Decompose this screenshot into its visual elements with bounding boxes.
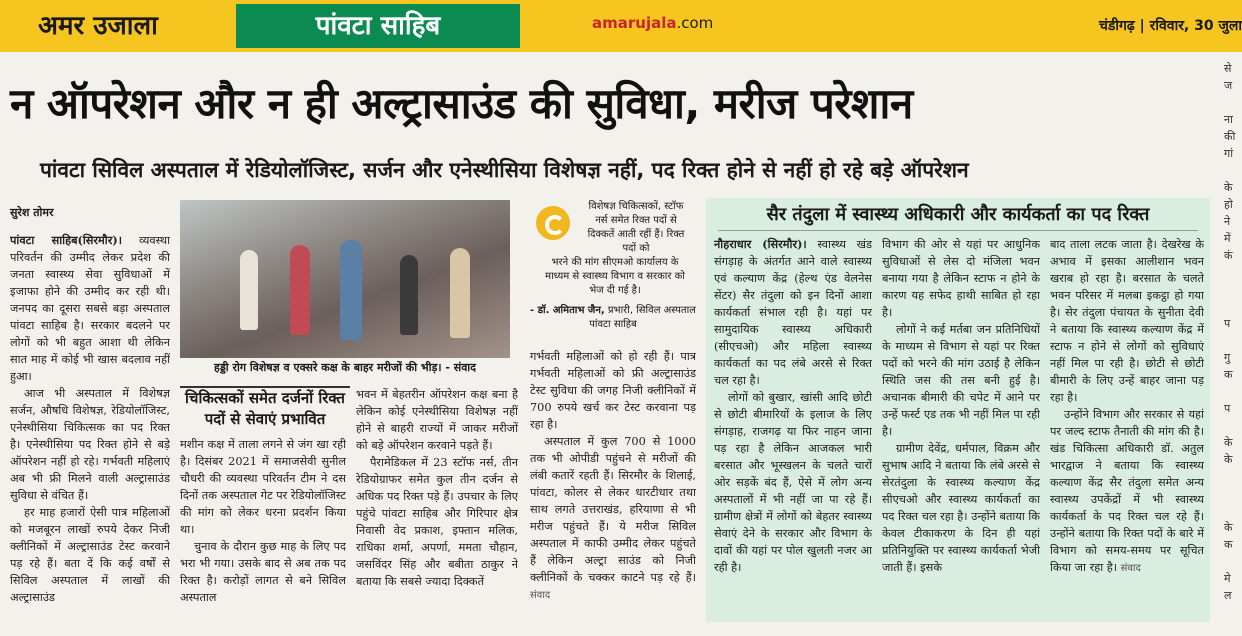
- quote-text: भरने की मांग सीएमओ कार्यालय के माध्यम से स्वास्थ्य विभाग व सरकार को भेज दी गई है।: [545, 257, 685, 296]
- dateline: नौहराधार (सिरमौर)।: [714, 237, 807, 251]
- edge-text-fragment: [1224, 94, 1242, 111]
- edge-text-fragment: प: [1224, 317, 1231, 330]
- edge-text-fragment: मे: [1224, 572, 1231, 585]
- edge-text-fragment: क: [1224, 538, 1233, 551]
- photo-person: [290, 245, 310, 335]
- story-column-1: [10, 232, 170, 632]
- section-subheading: चिकित्सकों समेत दर्जनों रिक्त पदों से सेवाएं प्रभावित: [180, 386, 350, 434]
- edge-text-fragment: [1224, 502, 1242, 519]
- story-paragraph: पैरामेडिकल में 23 स्टॉफ नर्स, तीन रेडियोग्राफर समेत कुल तीन दर्जन से अधिक पद रिक्त पड़े हैं। उपचार के लिए पहुंचे पांवटा साहिब और गिरिपार क्षेत्र निवासी वेद प्रकाश, इफ्तान मलिक, राधिका शर्मा, अपर्णा, ममता चौहान, जसविंदर सिंह और बबीता ठाकुर ने बताया कि सबसे ज्यादा दिक्कतें: [356, 456, 518, 588]
- photo-person: [340, 240, 362, 340]
- byline: सुरेश तोमर: [10, 206, 54, 219]
- story-paragraph: उन्होंने विभाग और सरकार से यहां पर जल्द स्टाफ तैनाती की मांग की है। खंड चिकित्सा अधिकारी डॉ. अतुल भारद्वाज ने बताया कि स्वास्थ्य कल्याण केंद्र सैर तंदुला समेत अन्य स्वास्थ्य उपकेंद्रों में भी स्वास्थ्य कार्यकर्ता के पद रिक्त चल रहे हैं। उन्होंने बताया कि रिक्त पदों के बारे में विभाग को समय-समय पर सूचित किया जा रहा है। संवाद: [1050, 408, 1204, 574]
- edge-text-fragment: [1224, 417, 1242, 434]
- sidebar-title: सैर तंदुला में स्वास्थ्य अधिकारी और कार्यकर्ता का पद रिक्त: [766, 204, 1150, 225]
- site-name: amarujala.com: [592, 14, 714, 32]
- edge-text-fragment: [1224, 264, 1242, 281]
- edge-text-fragment: में: [1224, 232, 1231, 245]
- story-paragraph: पांवटा साहिब(सिरमौर)। व्यवस्था परिवर्तन की उम्मीद लेकर प्रदेश की जनता स्वास्थ्य सेवा सुविधाओं में इजाफा होने की उम्मीद कर रही थी। जनपद का दूसरा सबसे बड़ा अस्पताल पांवटा साहिब है। सरकार बदलने पर लोगों को भी बहुत आशा थी लेकिन सात माह में कोई भी खास बदलाव नहीं हुआ।: [10, 233, 170, 383]
- story-paragraph: मशीन कक्ष में ताला लगने से जंग खा रही है। दिसंबर 2021 में समाजसेवी सुनील चौधरी की व्यवस्था परिवर्तन टीम ने दस दिनों तक अस्पताल गेट पर रेडियोलॉजिस्ट की मांग को लेकर धरना प्रदर्शन किया था।: [180, 438, 346, 536]
- story-paragraph: नौहराधार (सिरमौर)। स्वास्थ्य खंड संगड़ाह के अंतर्गत आने वाले स्वास्थ्य एवं कल्याण केंद्र (हेल्थ एंड वेलनेस सेंटर) सैर तंदुला को इन दिनों आशा कार्यकर्ता संभाल रही है। यहां पर सामुदायिक स्वास्थ्य अधिकारी (सीएचओ) और महिला स्वास्थ्य कार्यकर्ता का पद लंबे अरसे से रिक्त चल रहा है।: [714, 237, 872, 387]
- edge-text-fragment: कं: [1224, 249, 1233, 262]
- divider: [718, 230, 1198, 231]
- newspaper-logo: अमर उजाला: [8, 8, 188, 44]
- edge-text-fragment: हो: [1224, 198, 1233, 211]
- sidebar-story: [706, 198, 1210, 622]
- story-column-3: [356, 386, 518, 632]
- edge-text-fragment: गु: [1224, 351, 1231, 364]
- photo-caption: हड्डी रोग विशेषज्ञ व एक्सरे कक्ष के बाहर मरीजों की भीड़। - संवाद: [214, 361, 476, 374]
- edge-text-fragment: के: [1224, 453, 1233, 466]
- edge-text-fragment: ने: [1224, 215, 1231, 228]
- sidebar-column-1: [714, 236, 872, 620]
- edge-text-fragment: [1224, 162, 1242, 179]
- masthead: [0, 0, 1242, 52]
- story-paragraph: गर्भवती महिलाओं को हो रही हैं। पात्र गर्भवती महिलाओं को फ्री अल्ट्रासाउंड टेस्ट सुविधा की जगह निजी क्लीनिकों में 700 रुपये खर्च कर टेस्ट करवाना पड़ रहा है।: [530, 350, 696, 431]
- edge-text-fragment: [1224, 553, 1242, 570]
- photo-person: [400, 255, 418, 335]
- story-paragraph: अस्पताल में कुल 700 से 1000 तक भी ओपीडी पहुंचने से मरीजों की लंबी कतारें रहती हैं। सिरमौर के शिलाई, पांवटा, कोलर से लेकर धारटीधार तथा साथ लगते उत्तराखंड, हरियाणा से भी मरीज पहुंचते हैं। ये मरीज सिविल अस्पताल में काफी उम्मीद लेकर पहुंचते हैं लेकिन अल्ट्रा साउंड को निजी क्लीनिकों के चक्कर काटने पड़ रहे हैं। संवाद: [530, 435, 696, 601]
- quote-text: विशेषज्ञ चिकित्सकों, स्टॉफ नर्स समेत रिक्त पदों से दिक्कतें आती रहीं हैं। रिक्त पदों को: [587, 201, 685, 254]
- edge-text-fragment: [1224, 332, 1242, 349]
- story-paragraph: हर माह हजारों ऐसी पात्र महिलाओं को मजबूरन लाखों रुपये देकर निजी क्लीनिकों में अल्ट्रासाउंड टेस्ट करवाने पड़ रहे हैं। बता दें कि कई वर्षों से सिविल अस्पताल में लाखों की अल्ट्रासाउंड: [10, 506, 170, 604]
- signoff: संवाद: [1120, 563, 1141, 574]
- date-line: चंडीगढ़ | रविवार, 30 जुला: [1099, 18, 1242, 34]
- edge-text-fragment: [1224, 298, 1242, 315]
- edge-text-fragment: [1224, 468, 1242, 485]
- story-paragraph: विभाग की ओर से यहां पर आधुनिक सुविधाओं से लेस दो मंजिला भवन बनाया गया है लेकिन स्टाफ न होने के कारण यह सफेद हाथी साबित हो रहा है।: [882, 238, 1040, 319]
- news-photo: [180, 200, 510, 358]
- edge-text-fragment: गां: [1224, 147, 1234, 160]
- main-headline: न ऑपरेशन और न ही अल्ट्रासाउंड की सुविधा, मरीज परेशान: [10, 79, 913, 128]
- story-column-2: [180, 436, 346, 632]
- story-paragraph: भवन में बेहतरीन ऑपरेशन कक्ष बना है लेकिन कोई एनेस्थीसिया विशेषज्ञ नहीं होने से बाहरी राज्यों में जाकर मरीजों को बड़े ऑपरेशन करवाने पड़ते हैं।: [356, 388, 518, 452]
- edge-text-fragment: से: [1224, 62, 1232, 75]
- edition-name: पांवटा साहिब: [236, 4, 520, 48]
- sidebar-column-2: [882, 236, 1040, 620]
- edge-text-fragment: के: [1224, 521, 1233, 534]
- quote-attribution: - डॉ. अमिताभ जैन, प्रभारी, सिविल अस्पताल पांवटा साहिब: [530, 305, 696, 330]
- edge-text-fragment: [1224, 383, 1242, 400]
- edge-text-fragment: के: [1224, 436, 1233, 449]
- story-paragraph: ग्रामीण देवेंद्र, धर्मपाल, विक्रम और सुभाष आदि ने बताया कि लंबे अरसे से सेरतंदुला के स्वास्थ्य कल्याण केंद्र सीएचओ और स्वास्थ्य कार्यकर्ता का पद रिक्त चल रहा है। उन्होंने बताया कि केवल टीकाकरण के दिन ही यहां प्रतिनियुक्ति पर स्वास्थ्य कार्यकर्ता भेजी जाती हैं। इसके: [882, 442, 1040, 574]
- story-paragraph: चुनाव के दौरान कुछ माह के लिए पद भरा भी गया। उसके बाद से अब तक पद रिक्त है। करोड़ों लागत से बने सिविल अस्पताल: [180, 540, 346, 604]
- sub-headline: पांवटा सिविल अस्पताल में रेडियोलॉजिस्ट, सर्जन और एनेस्थीसिया विशेषज्ञ नहीं, पद रिक्त होने से नहीं हो रहे बड़े ऑपरेशन: [40, 158, 969, 182]
- edge-text-fragment: ज: [1224, 79, 1233, 92]
- edge-text-fragment: [1224, 281, 1242, 298]
- edge-text-fragment: की: [1224, 130, 1236, 143]
- story-paragraph: लोगों ने कई मर्तबा जन प्रतिनिधियों के माध्यम से विभाग से यहां पर रिक्त पदों को भरने की मांग उठाई है लेकिन स्थिति जस की तस बनी हुई है। अचानक बीमारी की चपेट में आने पर उन्हें फर्स्ट एड तक भी नहीं मिल पा रही है।: [882, 323, 1040, 438]
- edge-text-fragment: [1224, 485, 1242, 502]
- photo-person: [450, 248, 470, 338]
- story-paragraph: लोगों को बुखार, खांसी आदि छोटी से छोटी बीमारियों के इलाज के लिए संगड़ाह, राजगढ़ या फिर नाहन जाना पड़ रहा है लेकिन आजकल भारी बरसात और भूस्खलन के चलते चारों ओर सड़कें बंद हैं, ऐसे में लोग अन्य अस्पतालों में भी नहीं जा पा रहे हैं। ग्रामीण क्षेत्रों में लोगों को बेहतर स्वास्थ्य सेवाएं देने के सरकार और विभाग के दावों की यहां पर पोल खुलती नजर आ रही है।: [714, 391, 872, 574]
- dateline: पांवटा साहिब(सिरमौर)।: [10, 233, 122, 247]
- adjacent-column-edge: [1224, 60, 1242, 636]
- edge-text-fragment: के: [1224, 181, 1233, 194]
- story-paragraph: बाद ताला लटक जाता है। देखरेख के अभाव में इसका आलीशान भवन खराब हो रहा है। बरसात के चलते भवन परिसर में मलबा इकट्ठा हो गया है। सेर तंदुला पंचायत के सुनीता देवी ने बताया कि स्वास्थ्य कल्याण केंद्र में स्टाफ न होने से लोगों को सुविधाएं नहीं मिल पा रही है। छोटी से छोटी बीमारी के लिए उन्हें बाहर जाना पड़ रहा है।: [1050, 238, 1204, 404]
- photo-person: [240, 250, 258, 330]
- edge-text-fragment: क: [1224, 368, 1233, 381]
- sidebar-column-3: [1050, 236, 1204, 620]
- signoff: संवाद: [530, 590, 551, 601]
- edge-text-fragment: ना: [1224, 113, 1233, 126]
- edge-text-fragment: ल: [1224, 589, 1232, 602]
- story-column-4: [530, 348, 696, 632]
- story-paragraph: आज भी अस्पताल में विशेषज्ञ सर्जन, औषधि विशेषज्ञ, रेडियोलॉजिस्ट, एनेस्थीसिया चिकित्सक का पद रिक्त है। एनेस्थीसिया पद रिक्त होने से बड़े ऑपरेशन नहीं हो रहे। गर्भवती महिलाएं अब भी फ्री मिलने वाली अल्ट्रासाउंड सुविधा से वंचित हैं।: [10, 387, 170, 502]
- quote-icon: [536, 206, 570, 240]
- edge-text-fragment: प: [1224, 402, 1231, 415]
